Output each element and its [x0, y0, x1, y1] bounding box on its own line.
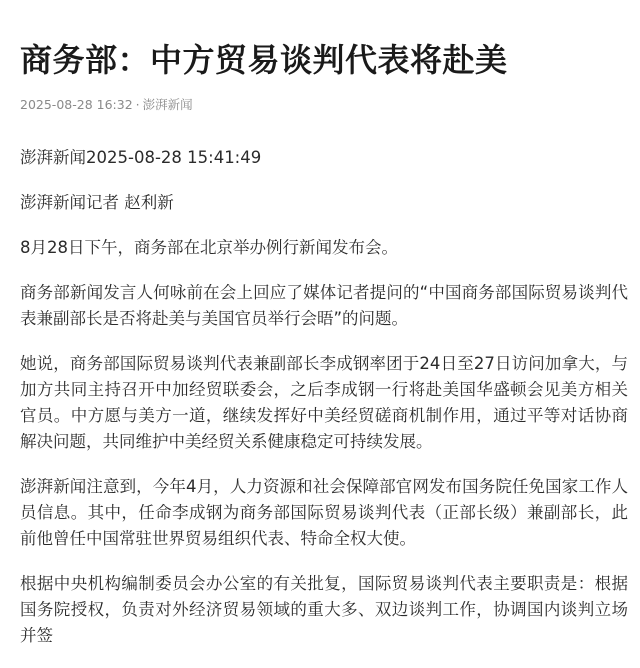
- body-paragraph: 澎湃新闻注意到，今年4月，人力资源和社会保障部官网发布国务院任免国家工作人员信息。其中，任命李成钢为商务部国际贸易谈判代表（正部长级）兼副部长，此前他曾任中国常驻世界贸易组织代表、特命全权大使。: [20, 477, 628, 548]
- body-paragraph: 商务部新闻发言人何咏前在会上回应了媒体记者提问的“中国商务部国际贸易谈判代表兼副部长是否将赴美与美国官员举行会晤”的问题。: [20, 283, 628, 328]
- source-name[interactable]: 澎湃新闻: [142, 97, 193, 112]
- meta-separator: ·: [135, 97, 140, 112]
- body-paragraph: 她说，商务部国际贸易谈判代表兼副部长李成钢率团于24日至27日访问加拿大，与加方共同主持召开中加经贸联委会，之后李成钢一行将赴美国华盛顿会见美方相关官员。中方愿与美方一道，继续发挥好中美经贸磋商机制作用，通过平等对话协商解决问题，共同维护中美经贸关系健康稳定可持续发展。: [20, 354, 628, 451]
- body-paragraph: 8月28日下午，商务部在北京举办例行新闻发布会。: [20, 238, 398, 257]
- article-body: [20, 145, 628, 668]
- article-meta: [20, 96, 193, 114]
- publish-datetime: 2025-08-28 16:32: [20, 97, 133, 112]
- byline-paragraph: 澎湃新闻记者 赵利新: [20, 193, 174, 212]
- dateline-paragraph: 澎湃新闻2025-08-28 15:41:49: [20, 148, 262, 167]
- article-title: 商务部：中方贸易谈判代表将赴美: [20, 41, 508, 79]
- body-paragraph: 根据中央机构编制委员会办公室的有关批复，国际贸易谈判代表主要职责是：根据国务院授权，负责对外经济贸易领域的重大多、双边谈判工作，协调国内谈判立场并签: [20, 574, 628, 645]
